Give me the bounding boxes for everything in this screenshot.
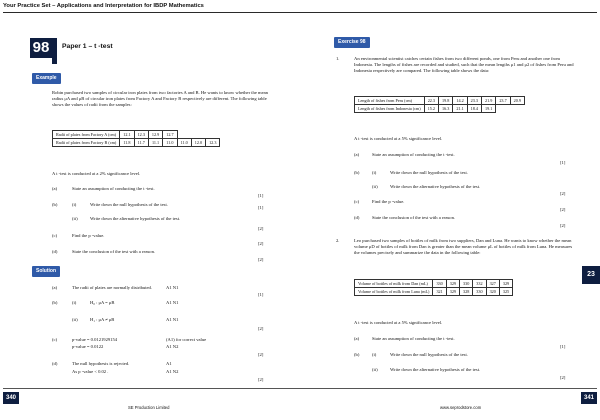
table-cell: 23.7 [496,97,510,105]
q-sub: (ii) [372,184,378,189]
q2-data-table [354,279,513,296]
sol-label: (c) [52,337,58,342]
question-number: 1. [336,56,340,61]
table-cell: 22.3 [424,97,438,105]
table-cell: 12.3 [206,139,220,147]
table-cell: 328 [460,288,473,296]
table-cell: 321 [433,288,446,296]
table-cell: 12.3 [134,131,148,139]
q-text: Write down the null hypothesis of the test. [390,170,468,175]
sol-mark: [2] [258,326,264,331]
q-text: State an assumption of conducting the t -test. [372,336,455,341]
q1-intro: An environmental scientist catches certain fishes from two different ponds, one from Peru and another one from Indonesia. The lengths of fishes are recorded and studied, such that the mean lengths μ1 and μ2 of fishes from Peru and Indonesia respectively are compared. The following table shows the data: [354,56,574,74]
chapter-side-tab: 23 [582,266,600,284]
table-cell: 20.9 [510,97,524,105]
q-text: Find the p -value. [372,199,405,204]
sol-text: As p -value < 0.02 . [72,369,109,374]
q-sub: (i) [372,352,377,357]
q-label: (c) [354,199,360,204]
solution-badge: Solution [32,266,60,277]
sol-text: The null hypothesis is rejected. [72,361,130,366]
table-cell: 325 [499,288,512,296]
table-cell: 329 [446,280,459,288]
q1-test-line: A t -test is conducted at a 5% significance level. [354,136,443,141]
table-cell: 11.0 [163,139,177,147]
q-mark: [1] [258,205,264,210]
sol-text: H₁ : μA ≠ μB [90,317,115,322]
publisher-name: SE Production Limited [128,405,170,410]
q-label: (a) [52,186,58,191]
table-cell: 11.1 [148,139,162,147]
sol-marks: (A1) for correct value [166,337,207,342]
q-sub: (ii) [372,367,378,372]
exercise-badge: Exercise 98 [334,37,370,48]
table-cell: 11.0 [177,139,191,147]
example-badge: Example [32,73,61,84]
header-rule [3,12,597,13]
table-row [355,280,513,288]
table-cell: 14.2 [453,97,467,105]
table-cell: 12.0 [191,139,205,147]
sol-text: The radii of plates are normally distributed. [72,285,152,290]
q-text: Write down the null hypothesis of the test. [90,202,168,207]
running-header: Your Practice Set – Applications and Interpretation for IBDP Mathematics [3,3,204,9]
sol-sub: (ii) [72,317,78,322]
example-data-table [52,130,220,147]
chapter-number: 98 [30,38,52,58]
q-label: (a) [354,152,360,157]
right-page-number: 341 [581,392,597,404]
q1-data-table [354,96,525,113]
sol-marks: A1 N1 [166,317,179,322]
q-label: (b) [354,170,360,175]
table-cell: 15.2 [424,105,438,113]
sol-marks: A1 N1 [166,285,179,290]
example-intro: Robin purchased two samples of circular iron plates from two factories A and B. He wants to know whether the mean radius μA and μB of circular iron plates from Factory A and Factory B respectively are different. The following table shows the values of radii from the samples: [52,90,268,108]
table-cell: 18.4 [467,105,481,113]
table-cell: 12.9 [148,131,162,139]
table-cell: 21.1 [453,105,467,113]
chapter-title: Paper 1 – t -test [62,43,113,50]
sol-label: (b) [52,300,58,305]
q-mark: [1] [560,344,566,349]
table-cell: 320 [486,288,499,296]
table-row [355,105,525,113]
chapter-tab-decoration [52,38,57,64]
table-row [53,139,220,147]
q-text: Write down the alternative hypothesis of the test. [390,367,481,372]
sol-sub: (i) [72,300,77,305]
q-mark: [2] [258,241,264,246]
table-cell: 332 [473,280,486,288]
q-label: (d) [52,249,58,254]
table-cell: 21.9 [482,97,496,105]
table-cell: 329 [499,280,512,288]
q-mark: [2] [258,257,264,262]
q-text: Find the p -value. [72,233,105,238]
q2-intro: Leo purchased two samples of bottles of milk from two suppliers, Dan and Luna. He wants to know whether the mean volume μD of bottles of milk from Dan is greater than the mean volume μL of bottles of milk from Luna. He measures the volumes precisely and summarize the data in the following table: [354,238,573,256]
table-cell: 330 [460,280,473,288]
q-mark: [2] [560,223,566,228]
sol-label: (d) [52,361,58,366]
sol-marks: A1 [166,361,172,366]
table-row-label: Volume of bottles of milk from Luna (mL) [355,288,433,296]
table-row-label: Radii of plates from Factory B (cm) [53,139,120,147]
sol-marks: A1 N2 [166,369,179,374]
table-cell: 16.3 [439,105,453,113]
sol-text: H₀ : μA = μB [90,300,115,305]
table-cell: 12.7 [163,131,177,139]
question-number: 2. [336,238,340,243]
q-text: State an assumption of conducting the t -test. [72,186,155,191]
table-cell: 330 [433,280,446,288]
table-cell: 330 [473,288,486,296]
q-label: (a) [354,336,360,341]
table-cell: 327 [486,280,499,288]
q-sub: (i) [372,170,377,175]
q-mark: [2] [258,226,264,231]
table-row [53,131,220,139]
sol-mark: [2] [258,377,264,382]
sol-text: p-value = 0.0121929154 [72,337,118,342]
table-cell: 329 [446,288,459,296]
q-mark: [2] [560,375,566,380]
table-cell: 23.3 [467,97,481,105]
q-label: (b) [354,352,360,357]
q-mark: [1] [560,160,566,165]
sol-text: p-value = 0.0122 [72,344,104,349]
sol-mark: [2] [258,352,264,357]
q-text: State the conclusion of the test with a reason. [72,249,156,254]
table-cell: 12.1 [120,131,134,139]
q-label: (c) [52,233,58,238]
sol-label: (a) [52,285,58,290]
q-label: (d) [354,215,360,220]
q-mark: [2] [560,191,566,196]
q-text: Write down the null hypothesis of the test. [390,352,468,357]
q-text: Write down the alternative hypothesis of the test. [90,216,181,221]
q-text: State an assumption of conducting the t -test. [372,152,455,157]
footer-rule [3,388,597,389]
table-row-label: Volume of bottles of milk from Dan (mL) [355,280,433,288]
table-cell: 19.1 [482,105,496,113]
sol-marks: A1 N2 [166,344,179,349]
q-mark: [1] [258,193,264,198]
q-mark: [2] [560,207,566,212]
q-sub: (i) [72,202,77,207]
sol-marks: A1 N1 [166,300,179,305]
table-row-label: Length of fishes from Peru (cm) [355,97,425,105]
table-cell: 11.8 [120,139,134,147]
q2-test-line: A t -test is conducted at a 5% significance level. [354,320,443,325]
table-row [355,97,525,105]
table-row-label: Radii of plates from Factory A (cm) [53,131,120,139]
q-sub: (ii) [72,216,78,221]
table-row-label: Length of fishes from Indonesia (cm) [355,105,425,113]
table-cell: 19.8 [439,97,453,105]
q-label: (b) [52,202,58,207]
q-text: State the conclusion of the test with a reason. [372,215,456,220]
sol-mark: [1] [258,292,264,297]
q-text: Write down the alternative hypothesis of the test. [390,184,481,189]
example-test-line: A t -test is conducted at a 2% significance level. [52,171,141,176]
table-row [355,288,513,296]
table-cell: 11.7 [134,139,148,147]
publisher-website: www.seprodstore.com [440,405,482,410]
left-page-number: 340 [3,392,19,404]
